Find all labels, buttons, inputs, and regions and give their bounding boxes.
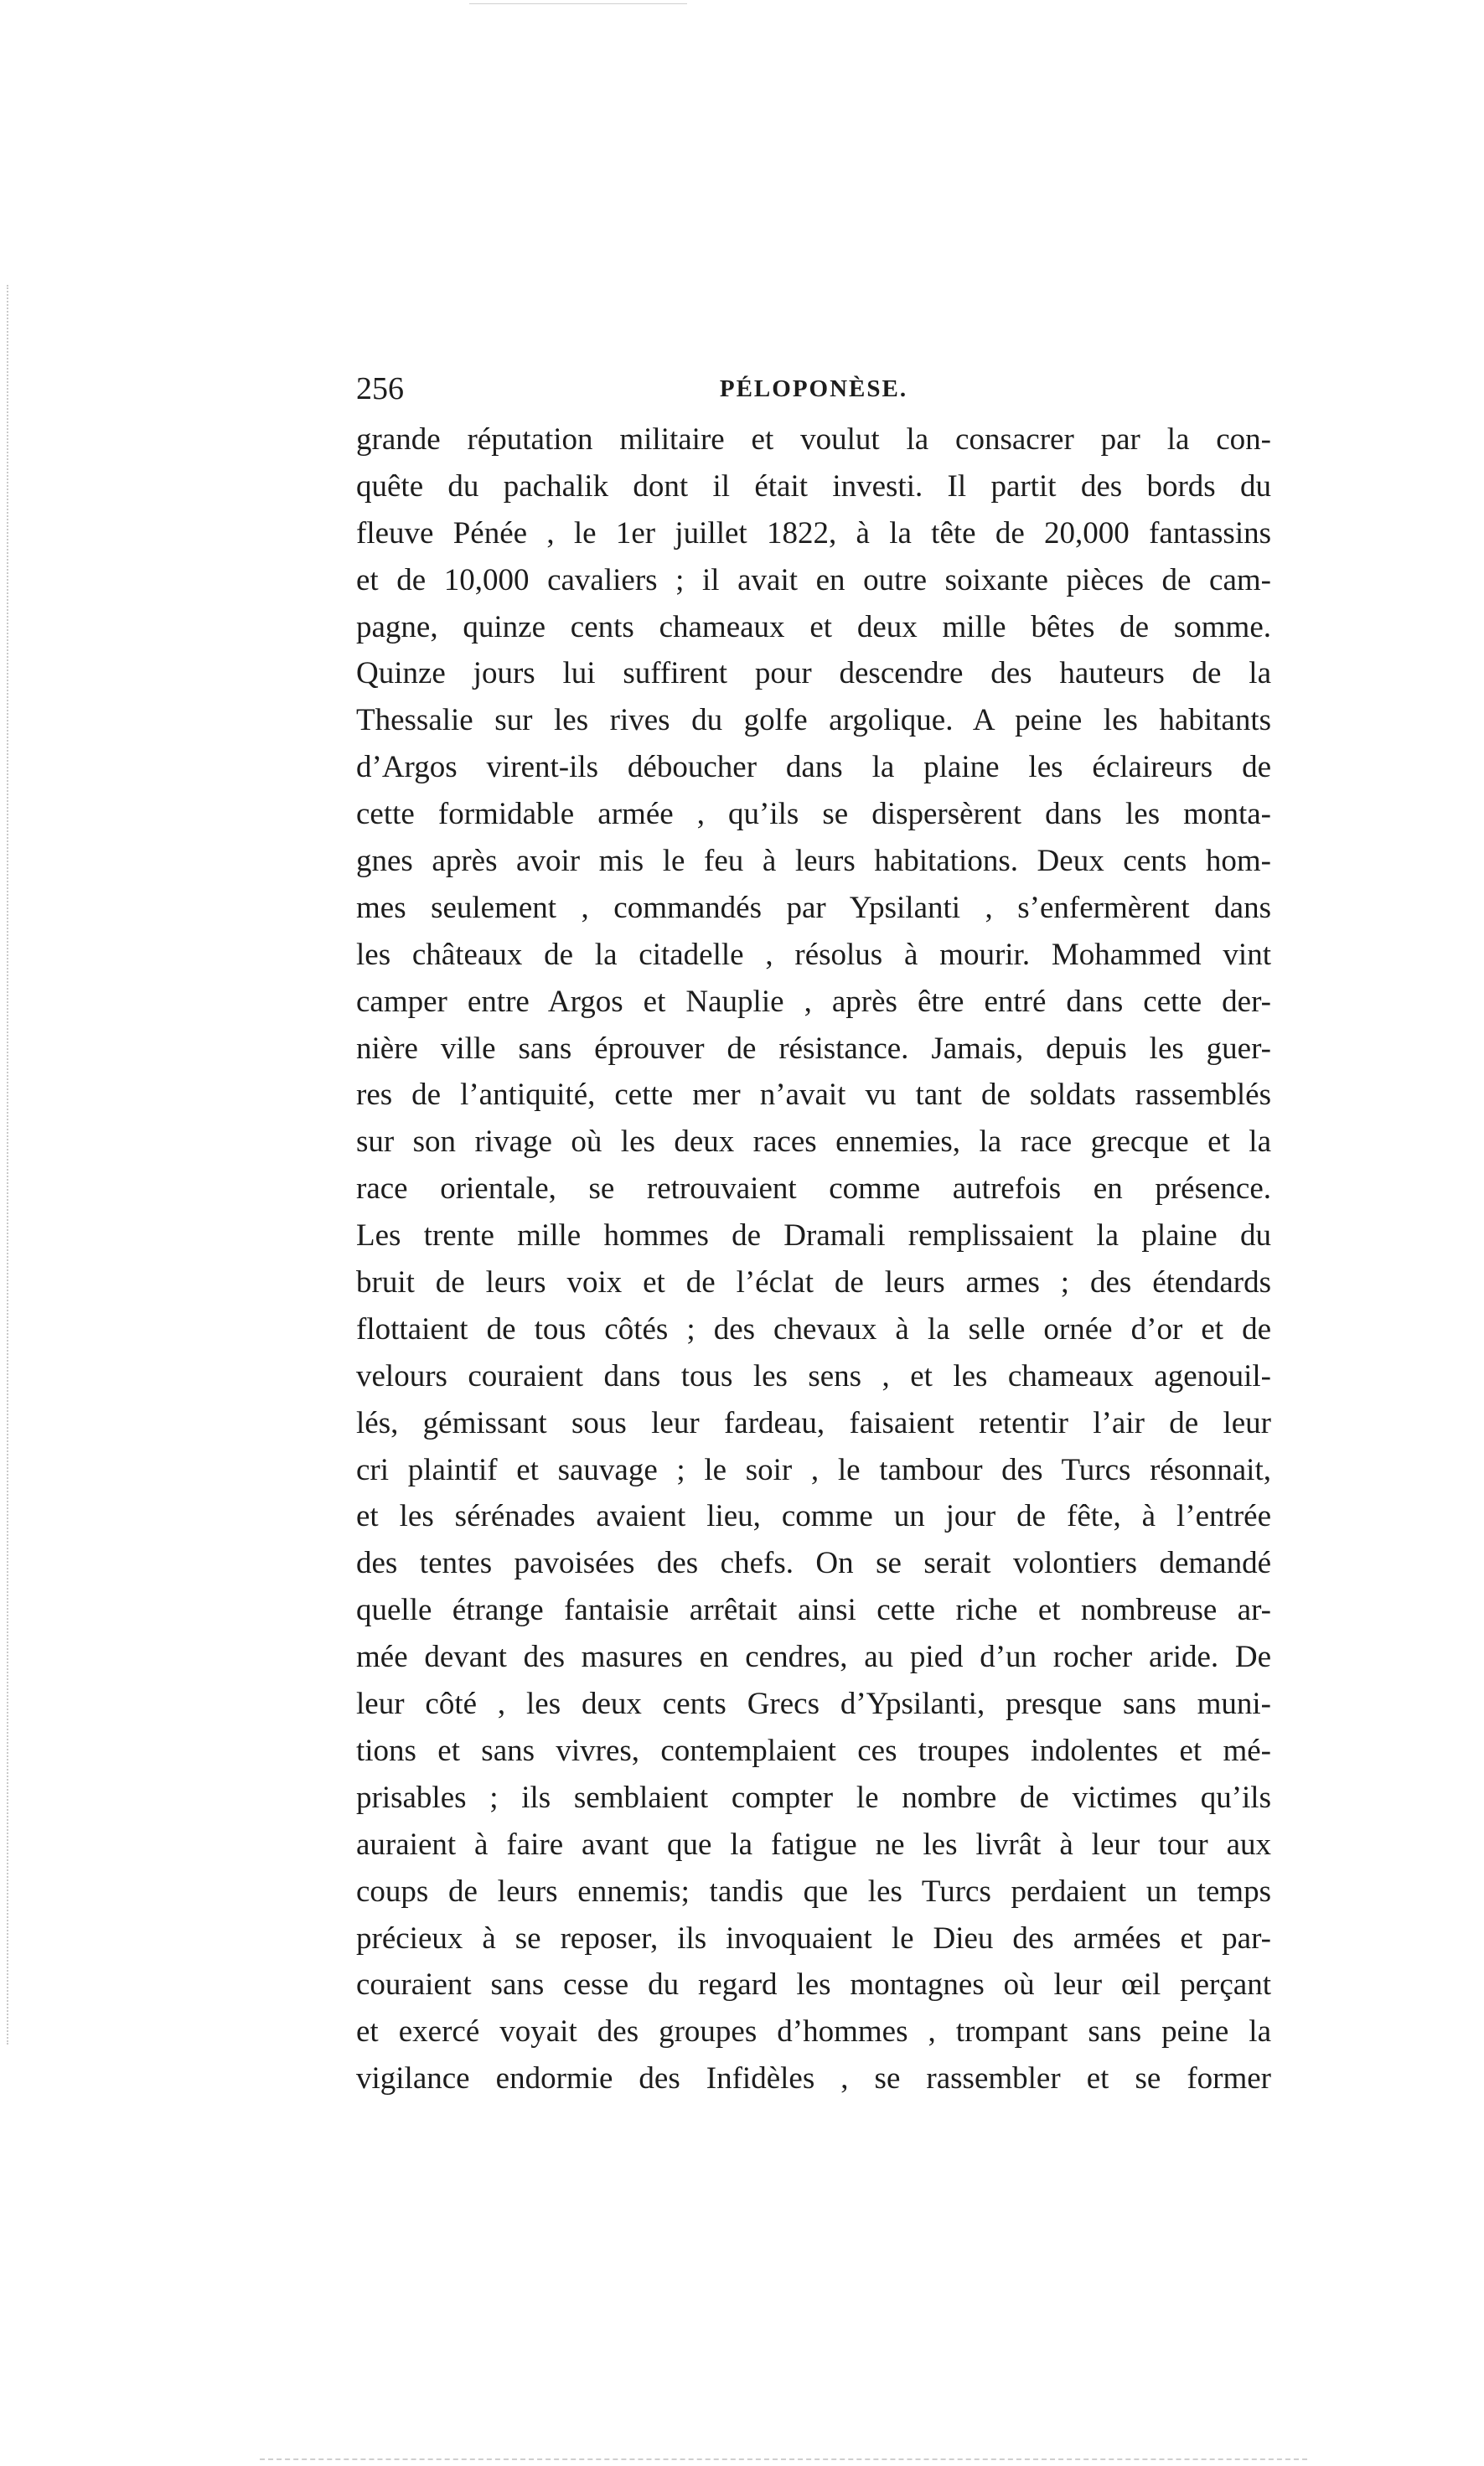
text-line: cri plaintif et sauvage ; le soir , le tambour des Turcs résonnait, [356,1452,1271,1487]
text-line: d’Argos virent-ils déboucher dans la plaine les éclaireurs de [356,750,1271,785]
text-line: res de l’antiquité, cette mer n’avait vu tant de soldats rassemblés [356,1078,1271,1113]
text-line: gnes après avoir mis le feu à leurs habitations. Deux cents hom- [356,844,1271,879]
page-header [356,369,1271,409]
text-line: lés, gémissant sous leur fardeau, faisaient retentir l’air de leur [356,1405,1271,1440]
text-line: couraient sans cesse du regard les montagnes où leur œil perçant [356,1967,1271,2003]
text-line: leur côté , les deux cents Grecs d’Ypsilanti, presque sans muni- [356,1687,1271,1722]
text-line: cette formidable armée , qu’ils se dispersèrent dans les monta- [356,797,1271,832]
text-line: pagne, quinze cents chameaux et deux mille bêtes de somme. [356,609,1271,644]
text-line: auraient à faire avant que la fatigue ne les livrât à leur tour aux [356,1827,1271,1862]
text-line: précieux à se reposer, ils invoquaient le Dieu des armées et par- [356,1921,1271,1956]
text-line: Quinze jours lui suffirent pour descendre des hauteurs de la [356,656,1271,691]
text-line: tions et sans vivres, contemplaient ces troupes indolentes et mé- [356,1733,1271,1768]
scan-edge-top [469,3,687,4]
text-line: mée devant des masures en cendres, au pied d’un rocher aride. De [356,1640,1271,1675]
text-line: fleuve Pénée , le 1er juillet 1822, à la tête de 20,000 fantassins [356,515,1271,551]
text-line: mes seulement , commandés par Ypsilanti , s’enfermèrent dans [356,890,1271,925]
text-line: camper entre Argos et Nauplie , après être entré dans cette der- [356,984,1271,1019]
text-line: et de 10,000 cavaliers ; il avait en outre soixante pièces de cam- [356,562,1271,597]
text-line: sur son rivage où les deux races ennemies, la race grecque et la [356,1124,1271,1160]
text-line: flottaient de tous côtés ; des chevaux à la selle ornée d’or et de [356,1311,1271,1347]
text-line: des tentes pavoisées des chefs. On se serait volontiers demandé [356,1546,1271,1581]
text-line: velours couraient dans tous les sens , et les chameaux agenouil- [356,1358,1271,1393]
text-line: nière ville sans éprouver de résistance. Jamais, depuis les guer- [356,1031,1271,1066]
text-line: vigilance endormie des Infidèles , se rassembler et se former [356,2061,1271,2096]
text-line: coups de leurs ennemis; tandis que les Turcs perdaient un temps [356,1874,1271,1909]
text-line: prisables ; ils semblaient compter le nombre de victimes qu’ils [356,1780,1271,1815]
text-line: les châteaux de la citadelle , résolus à mourir. Mohammed vint [356,937,1271,972]
text-line: quête du pachalik dont il était investi. Il partit des bords du [356,468,1271,504]
text-line: grande réputation militaire et voulut la consacrer par la con- [356,422,1271,457]
text-line: bruit de leurs voix et de l’éclat de leurs armes ; des étendards [356,1265,1271,1300]
page-number: 256 [356,371,404,406]
text-line: Les trente mille hommes de Dramali remplissaient la plaine du [356,1218,1271,1254]
body-text [356,416,1271,2102]
text-line: et exercé voyait des groupes d’hommes , trompant sans peine la [356,2014,1271,2050]
text-line: Thessalie sur les rives du golfe argolique. A peine les habitants [356,703,1271,738]
scan-edge-left [7,285,12,2045]
running-title: PÉLOPONÈSE. [719,375,908,402]
text-line: race orientale, se retrouvaient comme autrefois en présence. [356,1171,1271,1207]
scan-edge-bottom [260,2458,1307,2461]
text-line: et les sérénades avaient lieu, comme un jour de fête, à l’entrée [356,1499,1271,1534]
text-line: quelle étrange fantaisie arrêtait ainsi cette riche et nombreuse ar- [356,1593,1271,1628]
